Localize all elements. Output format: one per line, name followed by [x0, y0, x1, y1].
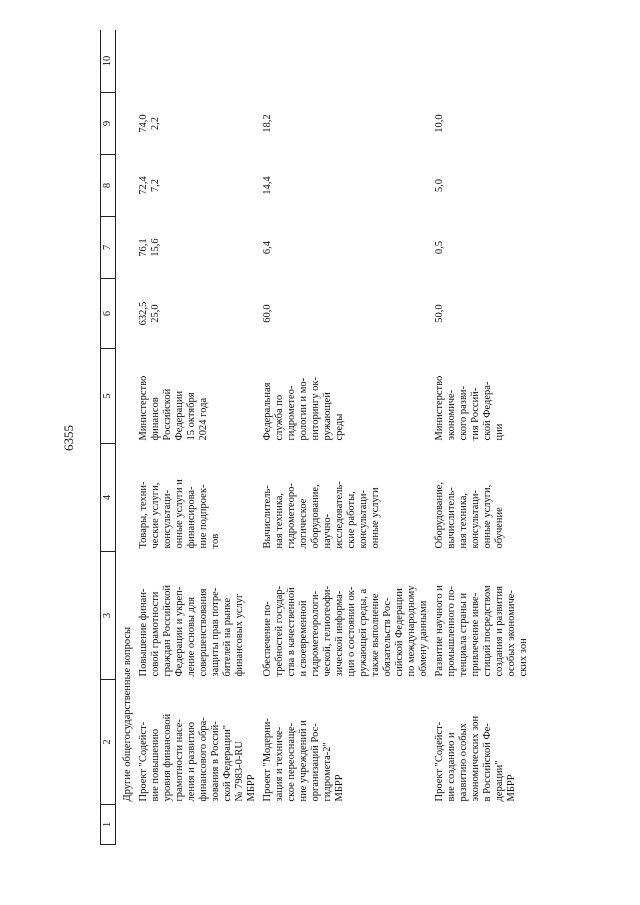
value-col8: 72,4 7,2: [138, 176, 161, 195]
value-col8: 5,0: [434, 178, 445, 193]
value-col6: 60,0: [262, 304, 273, 323]
rotated-table-content: [100, 30, 610, 845]
project-goal: Развитие научного и промышленного по- тенциала страны и привлечение инве- стиций посредством создания и развития особых экономиче- ских зон: [434, 585, 529, 677]
procurement-type: Товары, техни- ческие услуги, консультаци- онные услуги и финансирова- ние подпроек- тов: [138, 479, 221, 549]
column-header: 4: [101, 444, 116, 552]
responsible-body: Министерство финансов Российской Федерации 15 октября 2024 года: [138, 375, 209, 441]
value-col9: 10,0: [434, 114, 445, 133]
page-number: 6355: [61, 425, 76, 451]
value-col7: 76,1 15,6: [138, 238, 161, 257]
section-title: Другие общегосударственные вопросы: [122, 626, 133, 802]
table-row: [136, 30, 260, 845]
table-row: [432, 30, 532, 845]
value-col9: 18,2: [262, 114, 273, 133]
value-col10: [432, 30, 532, 93]
column-header: 7: [101, 217, 116, 279]
value-col6: 632,5 25,0: [138, 301, 161, 326]
section-row: [116, 30, 137, 845]
column-header: 9: [101, 93, 116, 155]
column-header: 10: [101, 30, 116, 93]
column-header: 5: [101, 349, 116, 444]
column-header: 1: [101, 805, 116, 845]
value-col7: 0,5: [434, 240, 445, 255]
project-name: Проект "Содейст- вие созданию и развитию особых экономических зон в Российской Фе- дерации" МБРР: [434, 715, 517, 802]
rotated-table-frame: [100, 30, 610, 845]
project-name: Проект "Модерни- зация и техниче- ское переоснаще- ние учреждений и организаций Рос- гидромета-2" МБРР: [262, 718, 345, 802]
value-col10: [260, 30, 432, 93]
column-number-row: [101, 30, 116, 845]
column-header: 8: [101, 155, 116, 217]
column-header: 6: [101, 279, 116, 349]
responsible-body: Министерство экономиче- ского разви- тия Россий- ской Федера- ции: [434, 375, 505, 441]
responsible-body: Федеральная служба по гидрометео- рологии и мо- ниторингу ок- ружающей среды: [262, 377, 345, 441]
value-col9: 74,0 2,2: [138, 114, 161, 133]
project-goal: Повышение финан- совой грамотности граждан Российской Федерации и укреп- ление основы для совершенствования защиты прав потре- бителей на рынке финансовых услуг: [138, 585, 245, 677]
value-col8: 14,4: [262, 176, 273, 195]
value-col7: 6,4: [262, 240, 273, 255]
column-header: 3: [101, 552, 116, 680]
procurement-type: Вычислитель- ная техника, гидрометеоро- логическое оборудование, научно- исследователь- ские работы, консультаци- онные услуги: [262, 481, 381, 549]
project-name: Проект "Содейст- вие повышению уровня финансовой грамотности насе- ления и развитию финансового обра- зования в Россий- ской Федерации" № 7983-0-RU МБРР: [138, 713, 257, 802]
column-header: 2: [101, 680, 116, 805]
procurement-type: Оборудование, вычислитель- ная техника, консультаци- онные услуги, обучение: [434, 482, 505, 549]
budget-table: [100, 30, 532, 845]
value-col10: [136, 30, 260, 93]
project-goal: Обеспечение по- требностей государ- ства в качественной и своевременной гидрометеорологи- ческой, гелиогеофи- зической информа- ции о состоянии ок- ружающей среды, а также выполнение обязательств Рос- сийской Федерации по международному обмену данными: [262, 585, 429, 677]
table-row: [260, 30, 432, 845]
value-col6: 50,0: [434, 304, 445, 323]
